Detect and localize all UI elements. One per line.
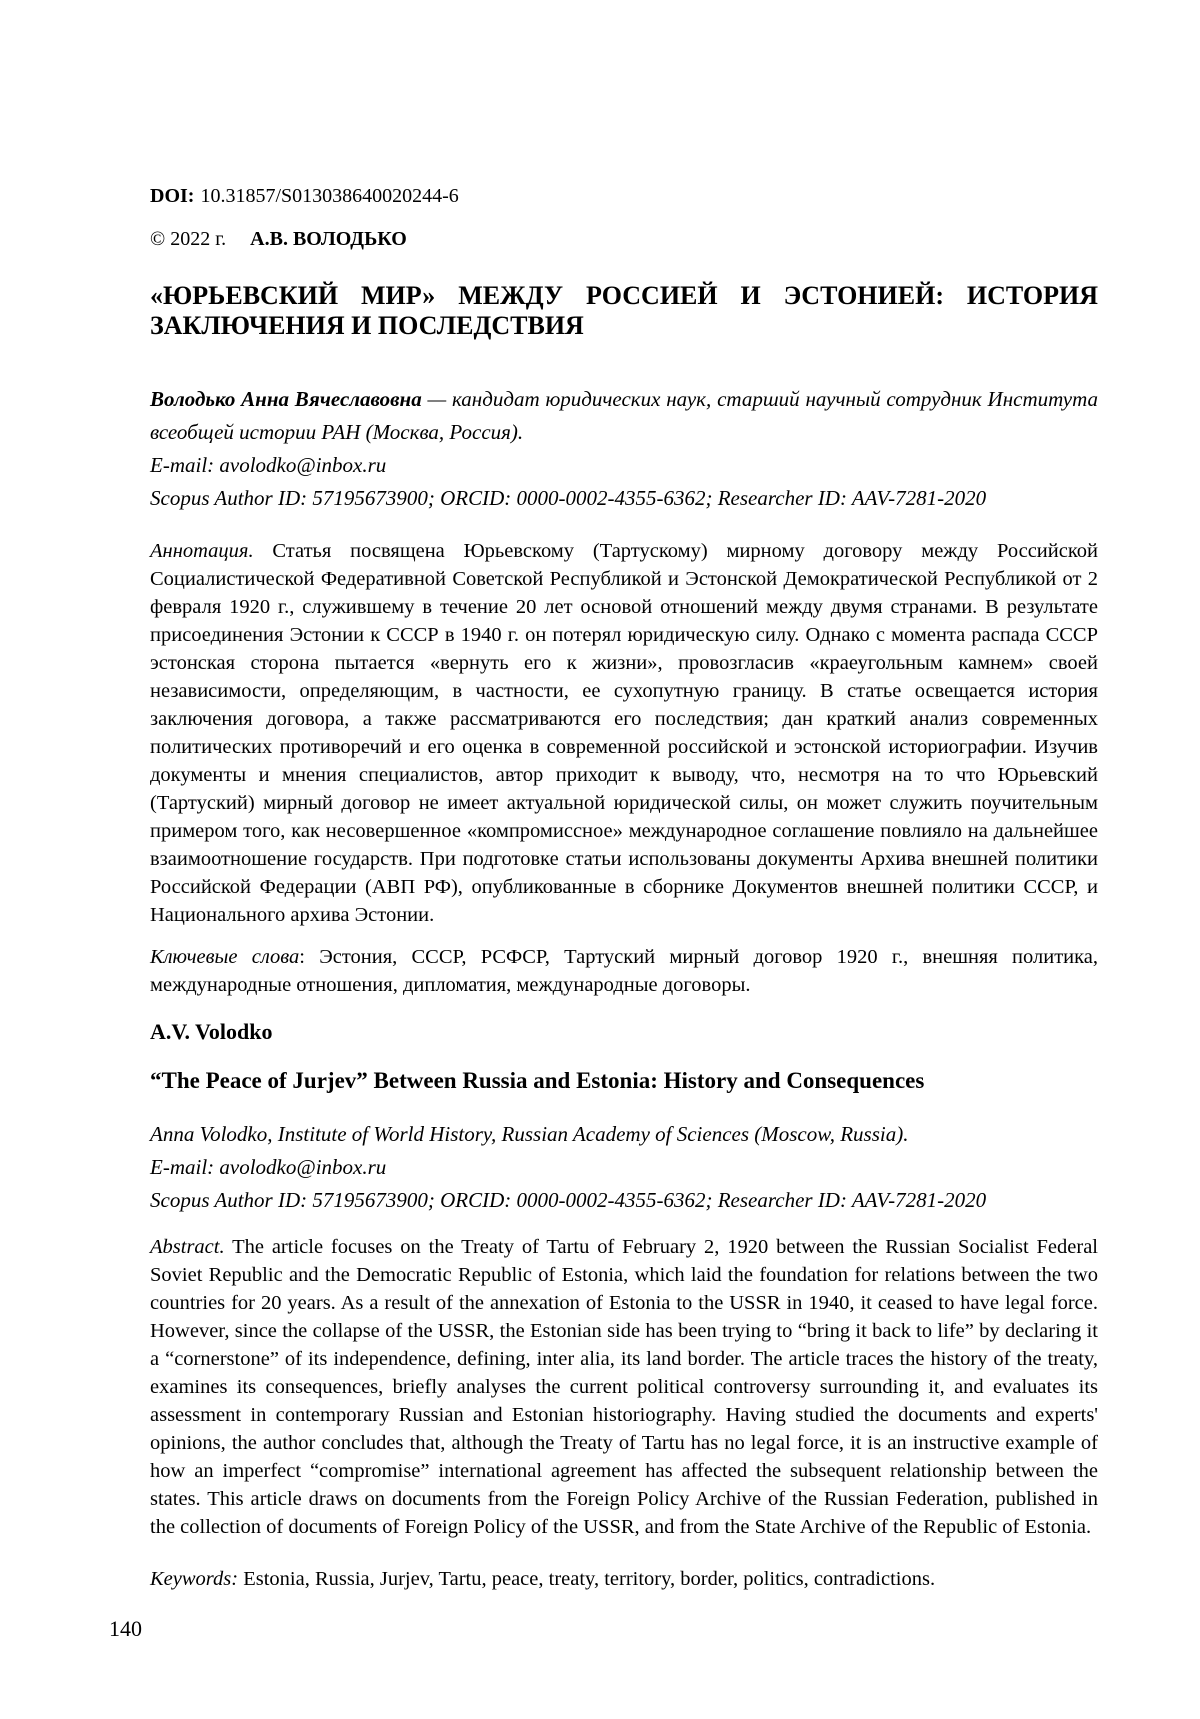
page-content [150, 0, 1098, 1593]
abstract-ru [150, 537, 1098, 929]
article-title-en: “The Peace of Jurjev” Between Russia and Estonia: History and Consequences [150, 1068, 925, 1093]
abstract-en [150, 1233, 1098, 1541]
copyright-notice: © 2022 г. [150, 228, 227, 250]
author-degree-ru: — кандидат юридических наук, старший научный сотрудник Института всеобщей истории РАН (Москва, Россия). [150, 387, 1099, 444]
keywords-ru [150, 943, 1098, 999]
doi-value: 10.31857/S013038640020244-6 [200, 185, 459, 207]
keywords-label-en: Keywords: [150, 1568, 239, 1590]
abstract-text-en: The article focuses on the Treaty of Tartu of February 2, 1920 between the Russian Socialist Federal Soviet Republic and the Democratic Republic of Estonia, which laid the foundation for relations between the two countries for 20 years. As a result of the annexation of Estonia to the USSR in 1940, it ceased to have legal force. However, since the collapse of the USSR, the Estonian side has been trying to “bring it back to life” by declaring it a “cornerstone” of its independence, defining, inter alia, its land border. The article traces the history of the treaty, examines its consequences, briefly analyses the current political controversy surrounding it, and evaluates its assessment in contemporary Russian and Estonian historiography. Having studied the documents and experts' opinions, the author concludes that, although the Treaty of Tartu has no legal force, it is an instructive example of how an imperfect “compromise” international agreement has affected the subsequent relationship between the states. This article draws on documents from the Foreign Policy Archive of the Russian Federation, published in the collection of documents of Foreign Policy of the USSR, and from the State Archive of the Republic of Estonia. [150, 1236, 1098, 1538]
author-name-caps: А.В. ВОЛОДЬКО [250, 228, 407, 250]
keywords-text-ru: : Эстония, СССР, РСФСР, Тартуский мирный договор 1920 г., внешняя политика, международные отношения, дипломатия, международные договоры. [150, 946, 1098, 996]
author-email-ru: E-mail: avolodko@inbox.ru [150, 453, 387, 477]
doi-line [150, 185, 1098, 208]
doi-label: DOI: [150, 185, 195, 207]
author-info-en [150, 1118, 1098, 1217]
keywords-en [150, 1565, 1098, 1593]
author-header-en: A.V. Volodko [150, 1019, 273, 1044]
article-title-ru: «ЮРЬЕВСКИЙ МИР» МЕЖДУ РОССИЕЙ И ЭСТОНИЕЙ: ИСТОРИЯ ЗАКЛЮЧЕНИЯ И ПОСЛЕДСТВИЯ [150, 281, 1098, 340]
abstract-label-ru: Аннотация. [150, 540, 254, 562]
author-info-ru [150, 383, 1098, 515]
author-email-en: E-mail: avolodko@inbox.ru [150, 1155, 387, 1179]
keywords-text-en: Estonia, Russia, Jurjev, Tartu, peace, treaty, territory, border, politics, contradictions. [238, 1568, 936, 1590]
author-ids-en: Scopus Author ID: 57195673900; ORCID: 0000-0002-4355-6362; Researcher ID: AAV-7281-2020 [150, 1188, 987, 1212]
author-affiliation-ru [150, 383, 1098, 449]
page-number: 140 [109, 1616, 142, 1641]
copyright-line [150, 228, 1098, 251]
abstract-label-en: Abstract. [150, 1236, 225, 1258]
abstract-text-ru: Статья посвящена Юрьевскому (Тартускому) мирному договору между Российской Социалистической Федеративной Советской Республикой и Эстонской Демократической Республикой от 2 февраля 1920 г., служившему в течение 20 лет основой отношений между двумя странами. В результате присоединения Эстонии к СССР в 1940 г. он потерял юридическую силу. Однако с момента распада СССР эстонская сторона пытается «вернуть его к жизни», провозгласив «краеугольным камнем» своей независимости, определяющим, в частности, ее сухопутную границу. В статье освещается история заключения договора, а также рассматриваются его последствия; дан краткий анализ современных политических противоречий и его оценка в современной российской и эстонской историографии. Изучив документы и мнения специалистов, автор приходит к выводу, что, несмотря на то что Юрьевский (Тартуский) мирный договор не имеет актуальной юридической силы, он может служить поучительным примером того, как несовершенное «компромиссное» международное соглашение повлияло на дальнейшее взаимоотношение государств. При подготовке статьи использованы документы Архива внешней политики Российской Федерации (АВП РФ), опубликованные в сборнике Документов внешней политики СССР, и Национального архива Эстонии. [150, 540, 1098, 926]
author-name-ru: Володько Анна Вячеславовна [150, 387, 422, 411]
author-affiliation-en: Anna Volodko, Institute of World History, Russian Academy of Sciences (Moscow, Russia). [150, 1122, 909, 1146]
keywords-label-ru: Ключевые слова [150, 946, 300, 968]
author-ids-ru: Scopus Author ID: 57195673900; ORCID: 0000-0002-4355-6362; Researcher ID: AAV-7281-2020 [150, 486, 987, 510]
